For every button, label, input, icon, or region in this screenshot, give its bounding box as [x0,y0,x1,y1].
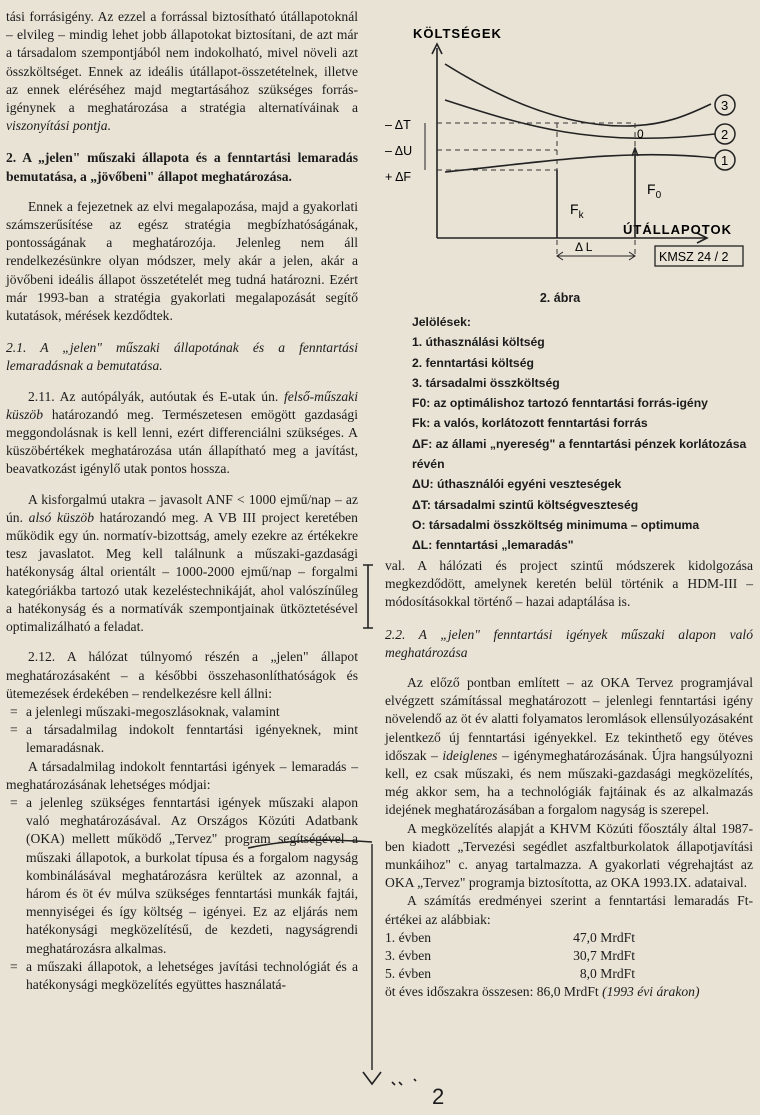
delta-l-label: Δ L [575,240,593,254]
text: Az előző pontban említett – az OKA Tervez programjával elvégzett számítással meghatározott – jelenlegi fenntartási igény növelendő az öt év alatti folyamatos leromlások ellensúlyozásaként jelentkező új fenntartási igényekkel. Ez tekinthető egy ötéves időszak – [385,675,753,763]
delta-t-label: – ΔT [385,118,411,132]
text: a műszaki állapotok, a lehetséges javítási technológiát és a hatékonysági megközelítés együttes használatá- [26,958,358,992]
italic-text: felső-műszaki küszöb [6,388,358,422]
result-value: 30,7 MrdFt [573,948,635,964]
result-row [385,929,753,947]
result-total [385,983,753,1001]
italic-text: ideiglenes [442,747,498,763]
paragraph: A számítás eredményei szerint a fenntartási lemaradás Ft-értékei az alábbiak: [385,893,753,927]
curve-1-label: 1 [721,153,729,168]
result-row [385,947,753,965]
result-value: 8,0 MrdFt [579,966,635,982]
page-number: 2 [432,1084,445,1109]
bullet-mark: = [10,958,18,974]
arrow-down-mark [363,1072,381,1084]
text: határozandó meg. A VB III project keretében működik egy ún. normatív-bizottság, amely ezekre az értékekre tesz javaslatot. Meg kell találnunk a műszaki-gazdasági hatékonyság által orientált – 1000-2000 ejmű/nap – forgalmi kategóriákba tartozó utak kezeléstechnikáját, ahol valószínűleg a hatékonyság és a normatívák szempontjainak ütköztetésével optimalizálható a feladat. [6,509,358,635]
result-value: 47,0 MrdFt [573,929,635,945]
bracket-mark [363,565,373,628]
cost-diagram [385,8,755,288]
section-heading: 2. A „jelen" műszaki állapota és a fenntartási lemaradás bemutatása, a „jövőbeni" állapot meghatározása. [6,150,358,184]
stamp-label: KMSZ 24 / 2 [659,250,729,264]
curve-3-label: 3 [721,98,729,113]
legend-item: ΔU: úthasználói egyéni veszteségek [412,477,622,492]
italic-text: alsó küszöb [28,509,94,525]
curve-1 [445,155,715,172]
subsection-heading: 2.2. A „jelen" fenntartási igények műszaki alapon való meghatározása [385,626,753,660]
right-column [385,557,753,1002]
text: határozandó meg. Természetesen emögött gazdasági meggondolásnak is kell lenni, ezért differenciálni szükséges. A küszöbértékek meghatározása után állapítható meg a javítást, beavatkozást igénylő utak pontos hossza. [6,406,358,477]
curve-2-label: 2 [721,127,729,142]
caption-text: 2. ábra [539,291,581,305]
paragraph: A társadalmilag indokolt fenntartási igények – lemaradás – meghatározásának lehetséges módjai: [6,758,358,792]
paragraph: val. A hálózati és project szintű módszerek kidolgozása megkezdődött, amelynek keretén belül történik a HDM-III – módosításokkal történő – hazai adaptálása is. [385,558,753,610]
italic-text: viszonyítási pontja. [6,118,111,134]
text: a jelenleg szükséges fenntartási igények műszaki alapon való meghatározásával. Az Országos Közúti Adatbank (OKA) mellett működő „Tervez" program segítségével a műszaki állapotok, a burkolat típusa és a forgalom nagyság kombinálásával meghatározásra kerültek az azonnal, a három és öt év múlva szükséges fenntartási munkák fajtái, mennyiségei és így költség – igényei. Ez az eljárás nem hatékonysági megközelítésű, de kezdeti, nagyságrendi meghatározásra alkalmas. [26,794,358,956]
legend-item: F0: az optimálishoz tartozó fenntartási forrás-igény [412,396,708,411]
paragraph [385,674,753,820]
legend-title: Jelölések: [412,315,471,329]
figure-legend [412,312,752,556]
result-label: 1. évben [385,929,432,945]
scribble-mark [392,1079,416,1085]
legend-item: 2. fenntartási költség [412,355,534,370]
x-axis-label: ÚTÁLLAPOTOK [623,222,732,237]
legend-item: 3. társadalmi összköltség [412,375,560,390]
legend-item: Fk: a valós, korlátozott fenntartási forrás [412,416,648,431]
bullet-mark: = [10,794,18,810]
legend-item: ΔT: társadalmi szintű költségveszteség [412,497,639,512]
curve-3 [445,64,711,126]
delta-f-label: + ΔF [385,170,412,184]
bullet-mark: = [10,703,18,719]
text: 2.11. Az autópályák, autóutak és E-utak ún. [28,388,279,404]
legend-item: 1. úthasználási költség [412,335,545,350]
subsection-heading: 2.1. A „jelen" műszaki állapotának és a fenntartási lemaradásnak a bemutatása. [6,340,358,374]
fk-label: $F_k$ [570,201,584,221]
delta-u-label: – ΔU [385,144,413,158]
legend-item: ΔF: az állami „nyereség" a fenntartási pénzek korlátozása révén [412,436,747,472]
text: öt éves időszakra összesen: 86,0 MrdFt [385,984,599,1000]
text: a jelenlegi műszaki-megoszlásoknak, valamint [26,703,280,719]
text: – igénymeghatározásának. Újra hangsúlyozni kell, ez csak műszaki, és nem műszaki-gazdasági megközelítés, még akkor sem, ha a technológiák fajtáinak és az alkalmazás idejének meghatározásában a forgalom nagyság is szerepel. [385,747,753,818]
f0-label: $F_0$ [647,181,662,201]
text: a társadalmilag indokolt fenntartási igényeknek, mint lemaradásnak. [26,722,358,756]
paragraph: A megközelítés alapját a KHVM Közúti főosztály által 1987-ben kiadott „Tervezési segédlet aszfaltburkolatok állapotjavítási munkáihoz" c. anyag tartalmazza. A gyakorlati végrehajtást az OKA „Tervez" programja biztosította, az OKA 1993.IX. adataival. [385,820,753,891]
bullet-mark: = [10,722,18,738]
paragraph: 2.12. A hálózat túlnyomó részén a „jelen" állapot meghatározásaként – a későbbi összehasonlíthatóságok és ütemezések érdekében – rendelkezésre kell állni: [6,649,358,701]
result-label: 5. évben [385,966,432,982]
result-label: 3. évben [385,948,432,964]
underline-mark [248,840,372,848]
italic-text: (1993 évi árakon) [602,984,700,1000]
legend-item: ΔL: fenntartási „lemaradás" [412,538,574,553]
figure-caption [0,289,760,307]
dashed-level-lines [437,123,635,170]
legend-item: O: társadalmi összköltség minimuma – optimuma [412,517,700,532]
paragraph: Ennek a fejezetnek az elvi megalapozása, majd a gyakorlati számszerűsítése az egész stratégia megbízhatóságának, pontosságának a meghatározója. Jelenleg nem áll rendelkezésünkre olyan módszer, mely akár a jelen, akár a jövőbeni ideális állapot összetételét meg tudná határozni. Ezért már 1993-ban a stratégia gyakorlati megalapozását segítő kutatások, mérések kezdődtek. [6,198,358,324]
y-axis-label: KÖLTSÉGEK [413,26,502,41]
text: A kisforgalmú utakra – javasolt ANF < 1000 ejmű/nap – az ún. [6,491,358,525]
optimum-label: 0 [637,127,644,141]
result-row [385,965,753,983]
text: tási forrásigény. Az ezzel a forrással biztosítható útállapotoknál – elvileg – mindig lehet jobb állapotokat biztosítani, de azt már a társadalom szempontjából nem indokolható, mivel növeli azt összköltséget. Ennek az ideális útállapot-összetételnek, illetve az ennek eléréséhez majd megtartásához szükséges forrás-igénynek a meghatározása a stratégia alternatíváinak a [6,9,358,116]
